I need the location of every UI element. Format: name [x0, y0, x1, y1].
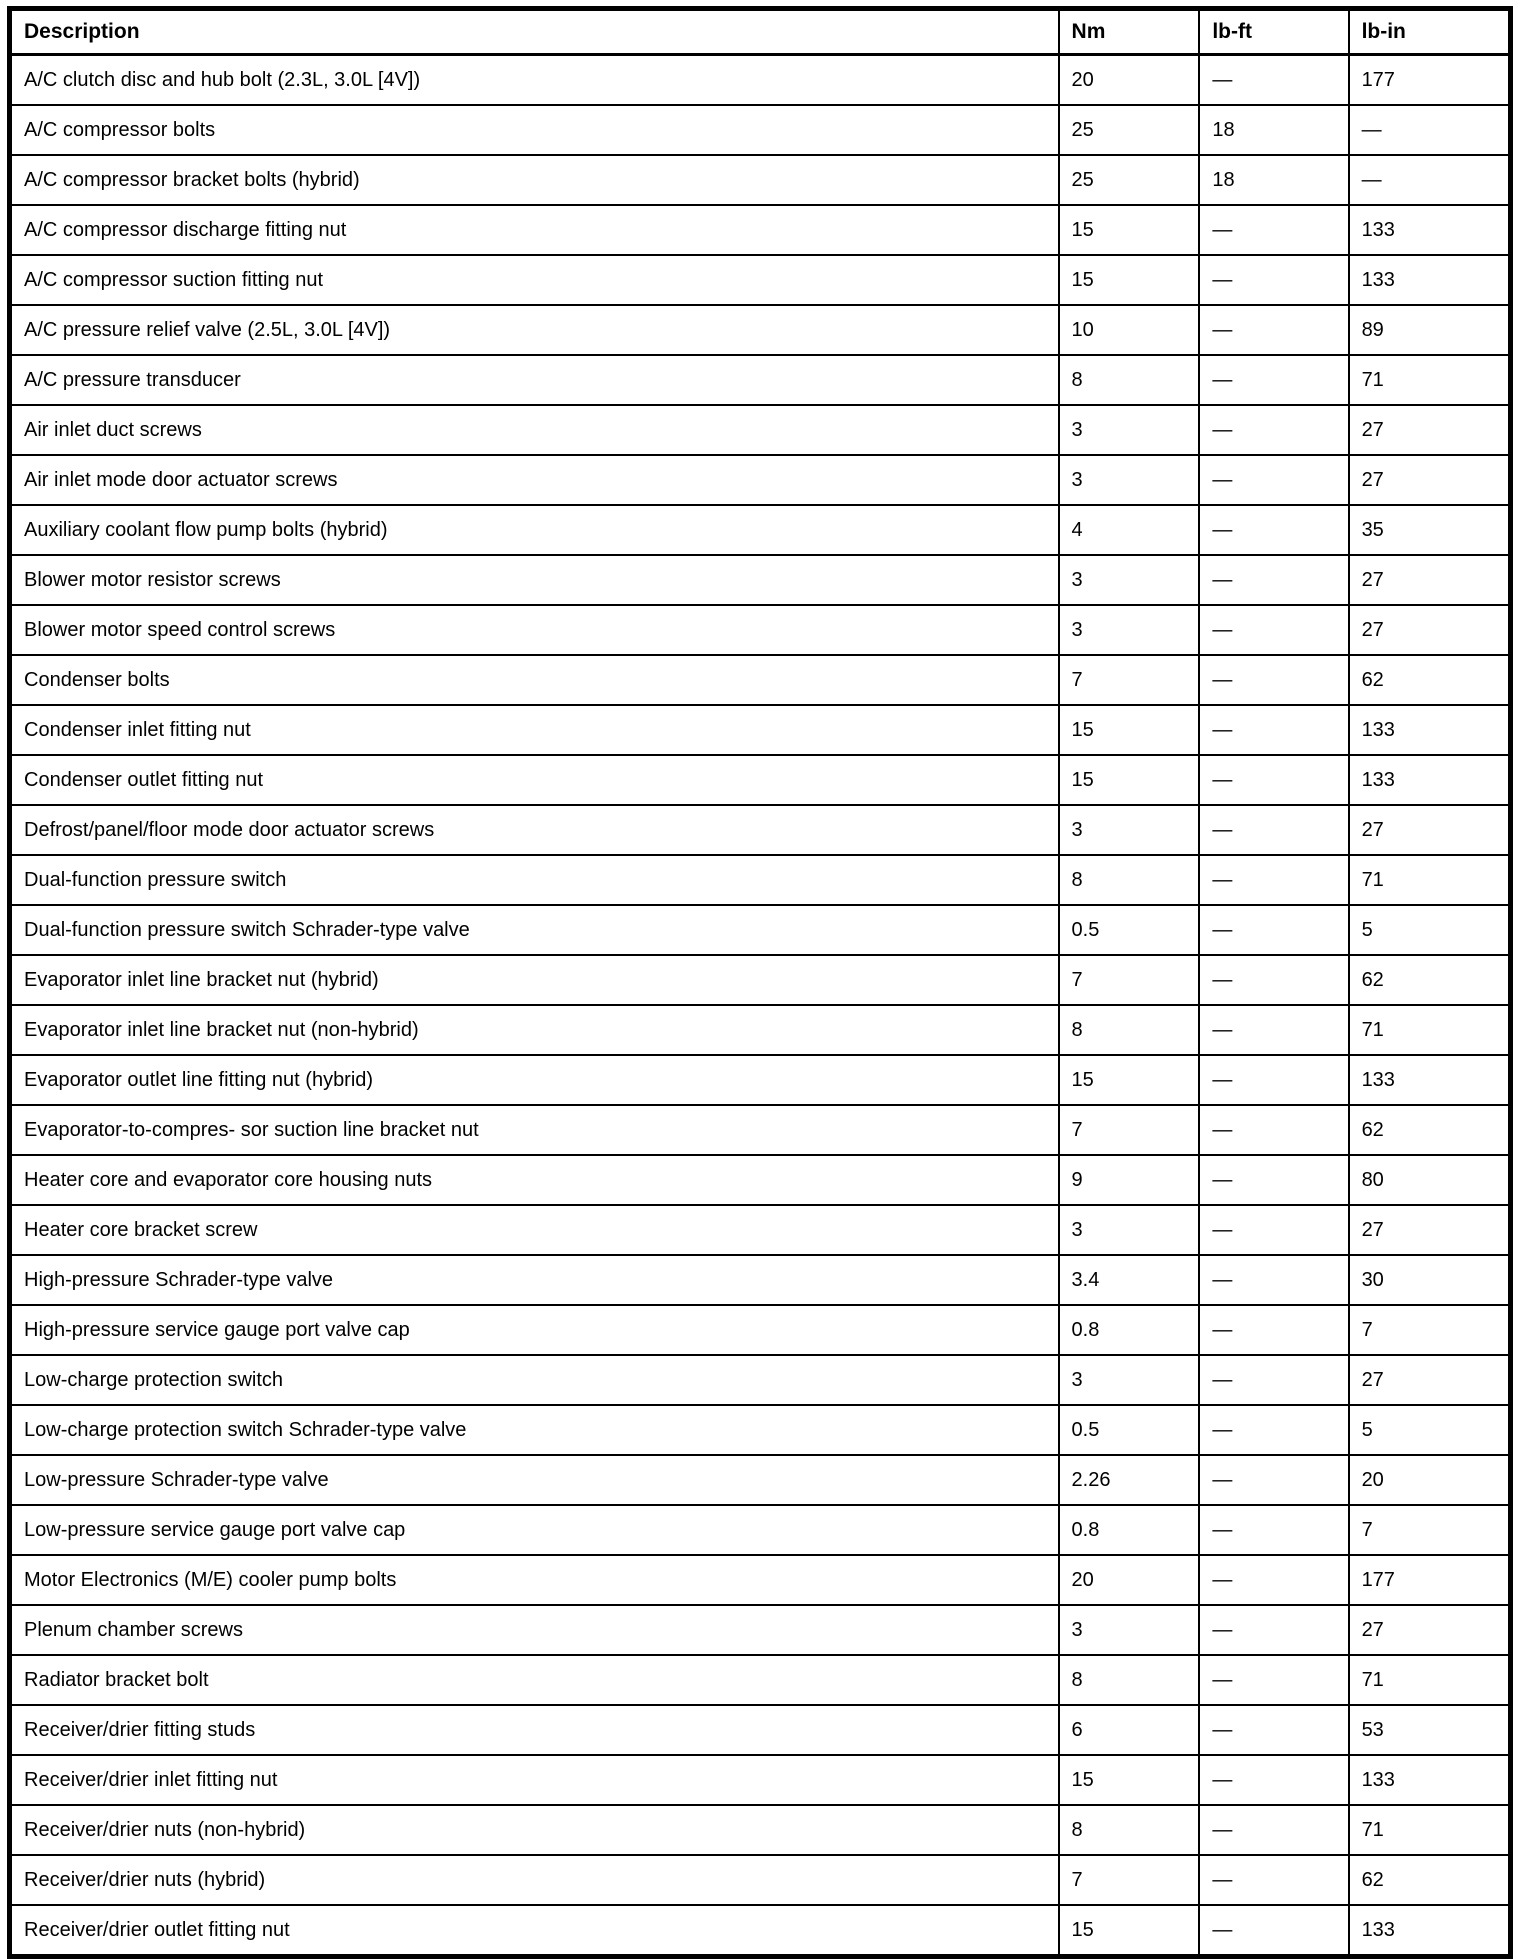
cell-lb-ft: —	[1199, 255, 1348, 305]
cell-lb-ft: —	[1199, 1655, 1348, 1705]
cell-description: Radiator bracket bolt	[10, 1655, 1059, 1705]
cell-lb-in: 27	[1349, 1605, 1511, 1655]
cell-lb-ft: —	[1199, 605, 1348, 655]
cell-description: Blower motor resistor screws	[10, 555, 1059, 605]
cell-lb-ft: —	[1199, 1355, 1348, 1405]
cell-nm: 15	[1059, 705, 1200, 755]
cell-lb-ft: —	[1199, 1055, 1348, 1105]
cell-lb-in: 71	[1349, 855, 1511, 905]
cell-lb-ft: —	[1199, 305, 1348, 355]
cell-nm: 15	[1059, 1905, 1200, 1957]
cell-description: Receiver/drier nuts (hybrid)	[10, 1855, 1059, 1905]
cell-description: Evaporator inlet line bracket nut (non-hybrid)	[10, 1005, 1059, 1055]
cell-lb-in: 20	[1349, 1455, 1511, 1505]
cell-lb-ft: —	[1199, 1005, 1348, 1055]
cell-nm: 9	[1059, 1155, 1200, 1205]
cell-lb-in: 71	[1349, 355, 1511, 405]
cell-nm: 3	[1059, 605, 1200, 655]
cell-lb-ft: —	[1199, 1105, 1348, 1155]
cell-description: Defrost/panel/floor mode door actuator screws	[10, 805, 1059, 855]
table-row	[10, 805, 1511, 855]
cell-description: A/C clutch disc and hub bolt (2.3L, 3.0L [4V])	[10, 55, 1059, 106]
table-row	[10, 1355, 1511, 1405]
cell-lb-ft: —	[1199, 1255, 1348, 1305]
table-row	[10, 1255, 1511, 1305]
cell-lb-ft: —	[1199, 555, 1348, 605]
table-row	[10, 1905, 1511, 1957]
cell-lb-ft: —	[1199, 905, 1348, 955]
cell-lb-ft: —	[1199, 1555, 1348, 1605]
cell-nm: 20	[1059, 55, 1200, 106]
cell-nm: 2.26	[1059, 1455, 1200, 1505]
cell-nm: 8	[1059, 855, 1200, 905]
cell-lb-in: 62	[1349, 955, 1511, 1005]
table-row	[10, 1605, 1511, 1655]
cell-lb-in: 7	[1349, 1505, 1511, 1555]
cell-nm: 7	[1059, 955, 1200, 1005]
cell-lb-ft: 18	[1199, 105, 1348, 155]
table-row	[10, 1505, 1511, 1555]
cell-description: Condenser bolts	[10, 655, 1059, 705]
cell-lb-in: 71	[1349, 1005, 1511, 1055]
cell-nm: 15	[1059, 1055, 1200, 1105]
cell-description: A/C compressor bolts	[10, 105, 1059, 155]
cell-nm: 7	[1059, 655, 1200, 705]
cell-lb-in: 62	[1349, 655, 1511, 705]
cell-lb-in: 27	[1349, 805, 1511, 855]
table-row	[10, 1005, 1511, 1055]
cell-description: Condenser inlet fitting nut	[10, 705, 1059, 755]
cell-lb-ft: —	[1199, 1605, 1348, 1655]
cell-lb-ft: —	[1199, 1755, 1348, 1805]
table-body	[10, 55, 1511, 1957]
table-row	[10, 1455, 1511, 1505]
cell-lb-ft: —	[1199, 655, 1348, 705]
table-row	[10, 1205, 1511, 1255]
table-row	[10, 1655, 1511, 1705]
cell-description: Dual-function pressure switch	[10, 855, 1059, 905]
cell-lb-ft: —	[1199, 1405, 1348, 1455]
table-row	[10, 1705, 1511, 1755]
cell-description: Evaporator outlet line fitting nut (hybrid)	[10, 1055, 1059, 1105]
header-row	[10, 9, 1511, 55]
cell-lb-ft: —	[1199, 855, 1348, 905]
cell-nm: 8	[1059, 1655, 1200, 1705]
cell-description: A/C compressor discharge fitting nut	[10, 205, 1059, 255]
table-row	[10, 455, 1511, 505]
cell-lb-in: —	[1349, 155, 1511, 205]
cell-lb-ft: —	[1199, 1805, 1348, 1855]
cell-lb-ft: —	[1199, 1705, 1348, 1755]
cell-lb-in: 27	[1349, 405, 1511, 455]
cell-lb-in: 177	[1349, 1555, 1511, 1605]
cell-nm: 3	[1059, 1605, 1200, 1655]
cell-nm: 7	[1059, 1105, 1200, 1155]
cell-lb-ft: —	[1199, 505, 1348, 555]
cell-nm: 3.4	[1059, 1255, 1200, 1305]
column-header-nm: Nm	[1059, 9, 1200, 55]
cell-description: Receiver/drier inlet fitting nut	[10, 1755, 1059, 1805]
cell-lb-ft: —	[1199, 1155, 1348, 1205]
cell-description: A/C pressure relief valve (2.5L, 3.0L [4V])	[10, 305, 1059, 355]
table-row	[10, 605, 1511, 655]
cell-description: Low-pressure service gauge port valve cap	[10, 1505, 1059, 1555]
cell-lb-ft: —	[1199, 55, 1348, 106]
cell-description: Evaporator inlet line bracket nut (hybrid)	[10, 955, 1059, 1005]
cell-lb-ft: —	[1199, 1505, 1348, 1555]
torque-spec-table	[7, 6, 1513, 1959]
table-row	[10, 1555, 1511, 1605]
cell-description: Dual-function pressure switch Schrader-type valve	[10, 905, 1059, 955]
table-row	[10, 705, 1511, 755]
table-row	[10, 155, 1511, 205]
cell-nm: 3	[1059, 1355, 1200, 1405]
column-header-description: Description	[10, 9, 1059, 55]
cell-lb-in: 133	[1349, 1755, 1511, 1805]
table-row	[10, 355, 1511, 405]
cell-description: Motor Electronics (M/E) cooler pump bolts	[10, 1555, 1059, 1605]
cell-nm: 15	[1059, 205, 1200, 255]
cell-description: Heater core bracket screw	[10, 1205, 1059, 1255]
cell-lb-ft: —	[1199, 705, 1348, 755]
table-header	[10, 9, 1511, 55]
cell-lb-in: 5	[1349, 905, 1511, 955]
cell-lb-in: 89	[1349, 305, 1511, 355]
cell-nm: 25	[1059, 155, 1200, 205]
cell-lb-ft: —	[1199, 1905, 1348, 1957]
cell-nm: 6	[1059, 1705, 1200, 1755]
cell-lb-in: 71	[1349, 1655, 1511, 1705]
cell-lb-in: 27	[1349, 1205, 1511, 1255]
table-row	[10, 655, 1511, 705]
cell-lb-in: 133	[1349, 1905, 1511, 1957]
cell-description: A/C pressure transducer	[10, 355, 1059, 405]
cell-description: High-pressure service gauge port valve cap	[10, 1305, 1059, 1355]
table-row	[10, 505, 1511, 555]
cell-lb-ft: —	[1199, 355, 1348, 405]
cell-lb-in: 62	[1349, 1855, 1511, 1905]
cell-description: Air inlet duct screws	[10, 405, 1059, 455]
cell-lb-in: 30	[1349, 1255, 1511, 1305]
table-row	[10, 1155, 1511, 1205]
cell-nm: 15	[1059, 255, 1200, 305]
column-header-lb-in: lb-in	[1349, 9, 1511, 55]
cell-nm: 0.5	[1059, 1405, 1200, 1455]
cell-lb-in: 133	[1349, 755, 1511, 805]
cell-description: Condenser outlet fitting nut	[10, 755, 1059, 805]
cell-lb-in: 53	[1349, 1705, 1511, 1755]
table-row	[10, 1755, 1511, 1805]
table-row	[10, 1105, 1511, 1155]
cell-description: Evaporator-to-compres- sor suction line bracket nut	[10, 1105, 1059, 1155]
cell-lb-in: 27	[1349, 455, 1511, 505]
cell-description: Receiver/drier nuts (non-hybrid)	[10, 1805, 1059, 1855]
cell-lb-ft: 18	[1199, 155, 1348, 205]
cell-lb-ft: —	[1199, 1305, 1348, 1355]
table-row	[10, 105, 1511, 155]
cell-nm: 8	[1059, 1005, 1200, 1055]
cell-nm: 3	[1059, 455, 1200, 505]
cell-nm: 25	[1059, 105, 1200, 155]
cell-nm: 0.8	[1059, 1305, 1200, 1355]
cell-lb-in: 27	[1349, 605, 1511, 655]
cell-lb-in: 133	[1349, 1055, 1511, 1105]
cell-nm: 10	[1059, 305, 1200, 355]
cell-nm: 20	[1059, 1555, 1200, 1605]
cell-description: Plenum chamber screws	[10, 1605, 1059, 1655]
table-row	[10, 1805, 1511, 1855]
cell-lb-ft: —	[1199, 1855, 1348, 1905]
cell-nm: 4	[1059, 505, 1200, 555]
cell-lb-in: 133	[1349, 205, 1511, 255]
table-row	[10, 1055, 1511, 1105]
cell-lb-in: 177	[1349, 55, 1511, 106]
cell-description: A/C compressor bracket bolts (hybrid)	[10, 155, 1059, 205]
cell-lb-in: 27	[1349, 1355, 1511, 1405]
cell-description: Auxiliary coolant flow pump bolts (hybrid)	[10, 505, 1059, 555]
cell-nm: 3	[1059, 805, 1200, 855]
cell-description: Heater core and evaporator core housing nuts	[10, 1155, 1059, 1205]
cell-nm: 7	[1059, 1855, 1200, 1905]
cell-description: Low-pressure Schrader-type valve	[10, 1455, 1059, 1505]
cell-nm: 3	[1059, 1205, 1200, 1255]
table-row	[10, 55, 1511, 106]
table-row	[10, 755, 1511, 805]
cell-description: Low-charge protection switch	[10, 1355, 1059, 1405]
cell-lb-in: 5	[1349, 1405, 1511, 1455]
table-row	[10, 555, 1511, 605]
cell-lb-ft: —	[1199, 405, 1348, 455]
cell-lb-in: —	[1349, 105, 1511, 155]
cell-nm: 3	[1059, 405, 1200, 455]
table-row	[10, 1405, 1511, 1455]
cell-lb-ft: —	[1199, 1205, 1348, 1255]
cell-description: A/C compressor suction fitting nut	[10, 255, 1059, 305]
column-header-lb-ft: lb-ft	[1199, 9, 1348, 55]
table-row	[10, 405, 1511, 455]
table-row	[10, 905, 1511, 955]
table-row	[10, 855, 1511, 905]
cell-description: Receiver/drier outlet fitting nut	[10, 1905, 1059, 1957]
cell-lb-in: 62	[1349, 1105, 1511, 1155]
cell-lb-ft: —	[1199, 955, 1348, 1005]
cell-lb-ft: —	[1199, 755, 1348, 805]
cell-nm: 0.8	[1059, 1505, 1200, 1555]
cell-description: Air inlet mode door actuator screws	[10, 455, 1059, 505]
cell-description: Blower motor speed control screws	[10, 605, 1059, 655]
cell-lb-in: 133	[1349, 255, 1511, 305]
cell-lb-in: 71	[1349, 1805, 1511, 1855]
cell-lb-in: 35	[1349, 505, 1511, 555]
cell-description: Low-charge protection switch Schrader-type valve	[10, 1405, 1059, 1455]
cell-description: Receiver/drier fitting studs	[10, 1705, 1059, 1755]
table-row	[10, 205, 1511, 255]
cell-lb-ft: —	[1199, 1455, 1348, 1505]
cell-nm: 8	[1059, 355, 1200, 405]
table-row	[10, 955, 1511, 1005]
cell-lb-ft: —	[1199, 805, 1348, 855]
cell-lb-in: 7	[1349, 1305, 1511, 1355]
cell-lb-in: 133	[1349, 705, 1511, 755]
cell-description: High-pressure Schrader-type valve	[10, 1255, 1059, 1305]
cell-nm: 0.5	[1059, 905, 1200, 955]
cell-nm: 3	[1059, 555, 1200, 605]
cell-nm: 15	[1059, 1755, 1200, 1805]
table-row	[10, 1305, 1511, 1355]
cell-lb-ft: —	[1199, 455, 1348, 505]
cell-nm: 8	[1059, 1805, 1200, 1855]
cell-lb-ft: —	[1199, 205, 1348, 255]
cell-nm: 15	[1059, 755, 1200, 805]
cell-lb-in: 80	[1349, 1155, 1511, 1205]
table-row	[10, 305, 1511, 355]
cell-lb-in: 27	[1349, 555, 1511, 605]
table-row	[10, 1855, 1511, 1905]
table-row	[10, 255, 1511, 305]
